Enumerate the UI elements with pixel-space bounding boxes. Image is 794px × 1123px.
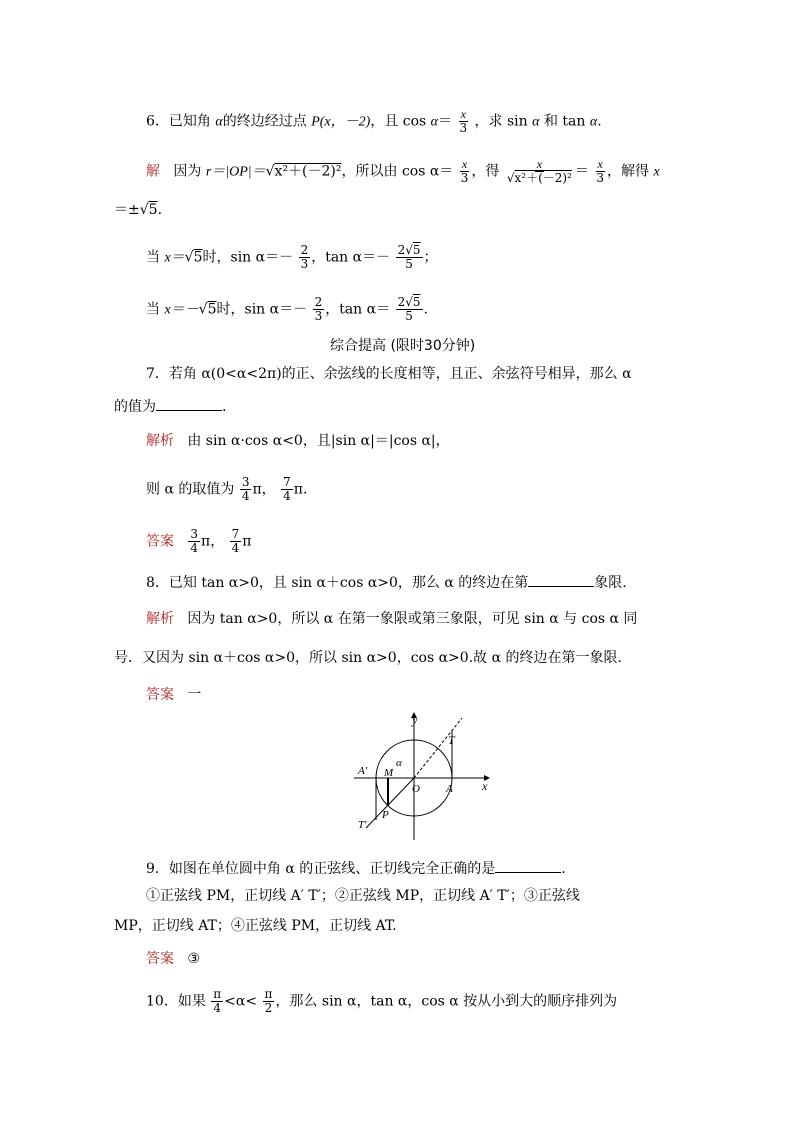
fraction: $\frac{x}{3}$ — [460, 157, 469, 185]
analysis-label: 解析 — [146, 610, 174, 626]
terminal-ray-solid — [366, 778, 414, 828]
solution-6-line-4: 当 x＝－√5时，sin α＝－ $\frac{2}{3}$ ，tan α＝ $\frac{2√5}{5}$ . — [146, 295, 428, 323]
fraction: $\frac{x}{3}$ — [459, 107, 468, 135]
label-O: O — [412, 783, 420, 795]
answer-7: 答案 $\frac{3}{4}$ π， $\frac{7}{4}$ π — [146, 527, 252, 555]
q9-line-3: MP，正切线 AT；④正弦线 PM，正切线 AT. — [114, 918, 397, 934]
solution-6-line-2: ＝±√5. — [114, 202, 163, 218]
fraction: $\frac{2√5}{5}$ — [397, 243, 421, 271]
label-y: y — [412, 713, 418, 727]
answer-9: 答案 ③ — [146, 950, 200, 967]
solution-8-line-2: 号．又因为 sin α＋cos α>0，所以 sin α>0，cos α>0.故 α 的终边在第一象限． — [114, 650, 632, 666]
label-A: A — [446, 783, 453, 795]
label-A-prime: A′ — [358, 765, 368, 777]
solution-6-line-1: 解 因为 r＝|OP|＝√x²＋(－2)²，所以由 cos α＝ $\frac{x}{3}$ ，得 $\frac{x}{\text{√x²＋(－2)²}}$ ＝ $\frac{x}{3}$ ，解得 x — [146, 157, 660, 185]
fraction: $\frac{7}{4}$ — [231, 527, 240, 555]
q6-line: 6．已知角 α的终边经过点 P(x，－2)，且 cos α＝ $\frac{x}{3}$ ，求 sin α 和 tan α. — [146, 107, 602, 135]
label-P: P — [382, 809, 389, 821]
fraction: $\frac{x}{\text{√x²＋(－2)²}}$ — [506, 157, 572, 185]
fraction: $\frac{2}{3}$ — [314, 295, 323, 323]
answer-label: 答案 — [146, 532, 174, 549]
fraction: $\frac{\pi}{4}$ — [213, 987, 222, 1015]
answer-label: 答案 — [146, 686, 174, 702]
solution-6-line-3: 当 x＝√5时，sin α＝－ $\frac{2}{3}$ ，tan α＝－ $\frac{2√5}{5}$ ； — [146, 243, 438, 271]
answer-blank — [156, 396, 222, 411]
fraction: $\frac{3}{4}$ — [190, 527, 198, 555]
answer-blank — [528, 572, 594, 587]
solution-label: 解 — [146, 162, 160, 179]
fraction: $\frac{7}{4}$ — [283, 475, 291, 503]
answer-8: 答案 一 — [146, 686, 202, 703]
fraction: $\frac{\pi}{2}$ — [264, 987, 273, 1015]
label-alpha: α — [396, 757, 402, 769]
q7-line-2: 的值为 . — [114, 396, 226, 417]
label-T-prime: T′ — [358, 819, 367, 831]
answer-label: 答案 — [146, 950, 174, 966]
fraction: $\frac{x}{3}$ — [596, 157, 604, 185]
unit-circle-figure — [352, 710, 502, 842]
analysis-label: 解析 — [146, 432, 174, 448]
q9-line-1: 9．如图在单位圆中角 α 的正弦线、正切线完全正确的是 . — [146, 858, 566, 879]
solution-8-line-1: 解析 因为 tan α>0，所以 α 在第一象限或第三象限，可见 sin α 与 cos α 同 — [146, 610, 638, 627]
q7-line-1: 7．若角 α(0<α<2π)的正、余弦线的长度相等，且正、余弦符号相异，那么 α — [146, 366, 632, 382]
label-x: x — [482, 779, 488, 793]
solution-7-line-1: 解析 由 sin α·cos α<0，且|sin α|＝|cos α|， — [146, 432, 450, 449]
section-heading: 综合提高 (限时30分钟) — [330, 338, 476, 354]
label-T: T — [448, 733, 455, 747]
fraction: $\frac{2}{3}$ — [300, 243, 309, 271]
solution-7-line-2: 则 α 的取值为 $\frac{3}{4}$ π， $\frac{7}{4}$ π. — [146, 475, 308, 503]
answer-blank — [495, 858, 561, 873]
label-M: M — [384, 767, 394, 779]
q9-line-2: ①正弦线 PM，正切线 A′ T′；②正弦线 MP，正切线 A′ T′；③正弦线 — [146, 888, 580, 904]
fraction: $\frac{3}{4}$ — [241, 475, 250, 503]
q10-line-1: 10．如果 $\frac{\pi}{4}$ <α< $\frac{\pi}{2}$ ，那么 sin α，tan α，cos α 按从小到大的顺序排列为 — [146, 987, 618, 1015]
fraction: $\frac{2√5}{5}$ — [397, 295, 421, 323]
q8-line-1: 8．已知 tan α>0，且 sin α＋cos α>0，那么 α 的终边在第 象限. — [146, 572, 627, 593]
